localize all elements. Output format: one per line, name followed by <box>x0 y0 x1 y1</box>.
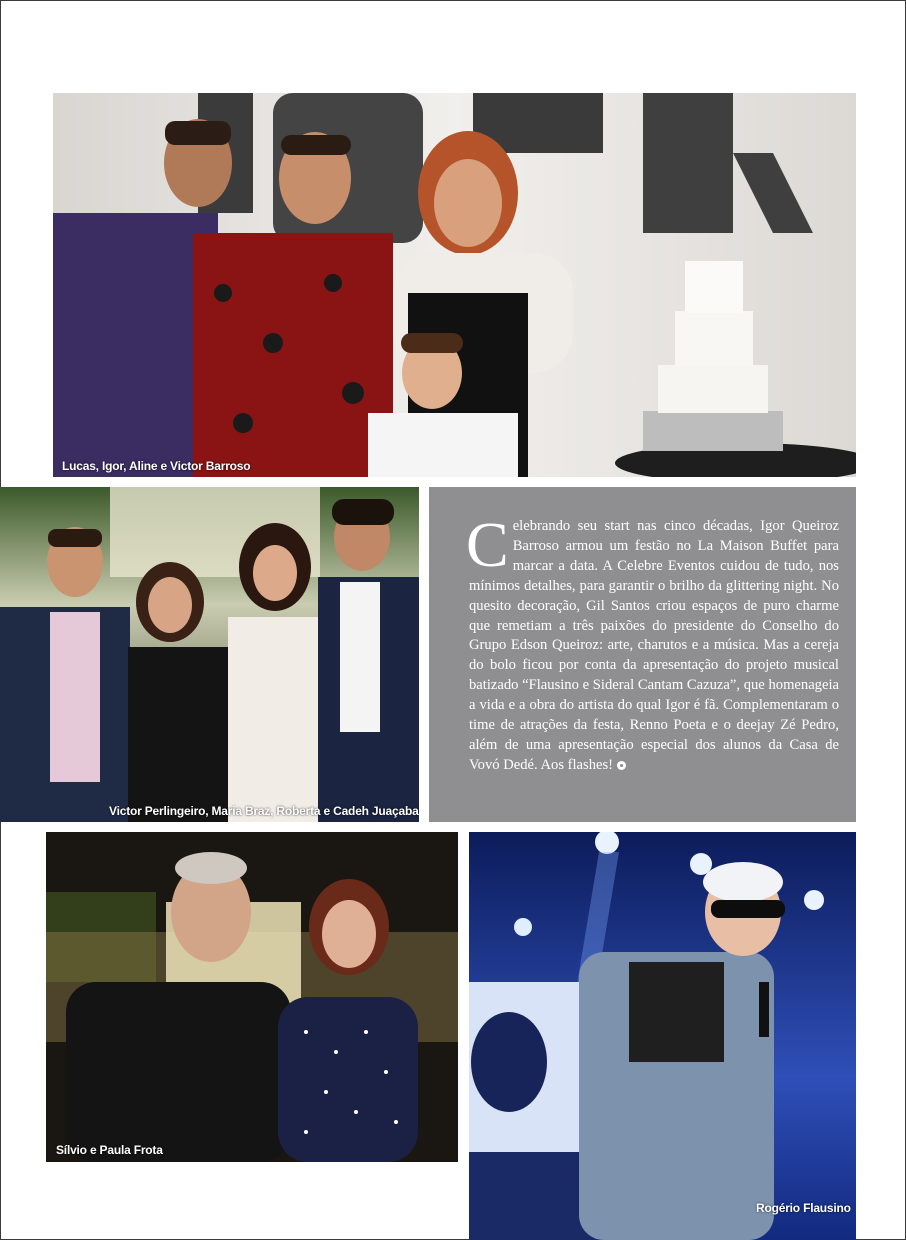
article-box <box>429 487 856 822</box>
caption-couple-photo: Sílvio e Paula Frota <box>56 1143 163 1157</box>
photo-performer <box>469 832 856 1240</box>
photo-couple <box>46 832 458 1162</box>
caption-performer-photo: Rogério Flausino <box>756 1201 851 1215</box>
article-text: elebrando seu start nas cinco décadas, Igor Queiroz Barroso armou um festão no La Maison Buffet para marcar a data. A Celebre Eventos cuidou de tudo, nos mínimos detalhes, para garantir o brilho da glittering night. No quesito decoração, Gil Santos criou espaços de puro charme que remetiam a três paixões do presidente do Conselho do Grupo Edson Queiroz: arte, charutos e a música. Mas a cereja do bolo ficou por conta da apresentação do projeto musical batizado “Flausino e Sideral Cantam Cazuza”, que homenageia a vida e a obra do artista do qual Igor é fã. Complementaram o time de atrações da festa, Renno Poeta e o deejay Zé Pedro, além de uma apresentação especial dos alunos da Casa de Vovó Dedé. Aos flashes! <box>469 518 839 773</box>
screen-text: USIN <box>477 1152 581 1196</box>
end-mark-icon <box>617 761 626 770</box>
caption-top-photo: Lucas, Igor, Aline e Victor Barroso <box>62 459 251 473</box>
caption-middle-photo: Victor Perlingeiro, Maria Braz, Roberta e Cadeh Juaçaba <box>109 804 419 818</box>
article-body <box>466 509 839 776</box>
photo-four-guests <box>0 487 419 822</box>
photo-family-portrait <box>53 93 856 477</box>
drop-cap: C <box>466 509 509 580</box>
